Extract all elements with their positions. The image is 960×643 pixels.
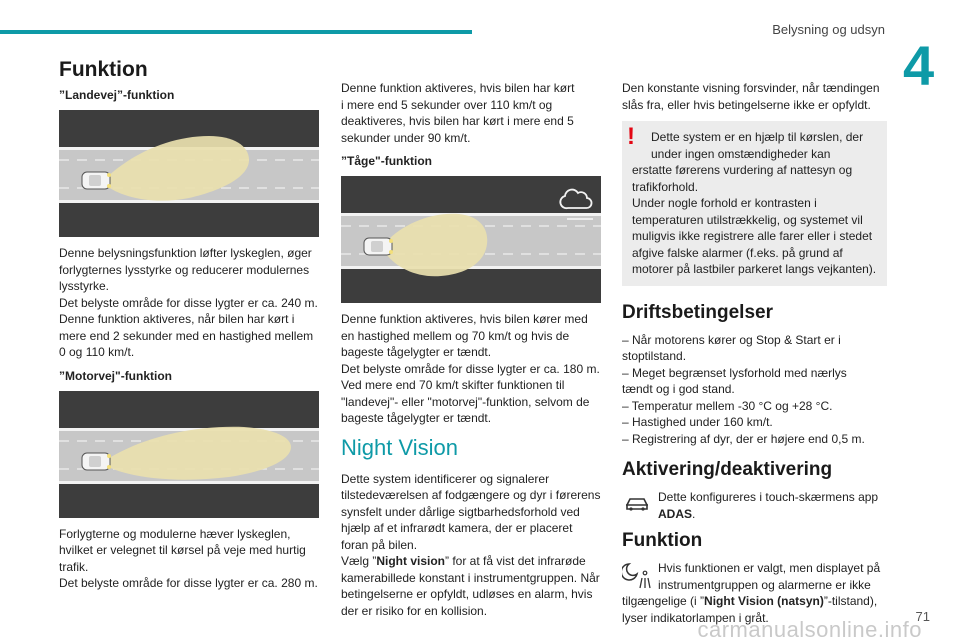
watermark: carmanualsonline.info bbox=[697, 617, 922, 642]
car-icon bbox=[82, 172, 111, 189]
car-icon bbox=[82, 453, 111, 470]
section-heading-function: Funktion bbox=[59, 58, 148, 81]
running-title: Belysning og udsyn bbox=[772, 22, 885, 37]
list-item: – Meget begrænset lysforhold med nærlys bbox=[622, 365, 847, 380]
night-vision-mode-label: Night Vision (natsyn) bbox=[704, 594, 824, 608]
night-vision-text: Dette system identificerer og signalerer tilstedeværelsen af fodgængere og dyr i førerens synsfelt under dårlige sigtbarhedsforhold ved hjælp af et infrarødt kamera, der er placeret foran på bilen. Vælg ”Night vision” for at få vist det infrarøde kamerabillede konstant i instrumentgruppen. Når betingelserne er opfyldt, udløses en alarm, hvis der er risiko for en kollision. bbox=[341, 471, 601, 618]
exclamation-icon: ! bbox=[627, 123, 635, 150]
column-3 bbox=[622, 80, 887, 626]
country-mode-title: ”Landevej”-funktion bbox=[59, 88, 175, 102]
country-mode-illustration bbox=[59, 110, 319, 237]
night-vision-title: Night Vision bbox=[341, 434, 458, 460]
night-vision-label: Night vision bbox=[376, 554, 446, 568]
fog-mode-title: ”Tåge"-funktion bbox=[341, 154, 433, 168]
list-item: – Hastighed under 160 km/t. bbox=[622, 415, 773, 429]
motorway-mode-title: ”Motorvej"-funktion bbox=[59, 368, 173, 383]
fog-mode-text: Denne funktion aktiveres, hvis bilen kører med en hastighed mellem og 70 km/t og hvis de bageste tågelygter er tændt. Det belyste område for disse lygter er ca. 180 m. Ved mere end 70 km/t skifter funktionen til "landevej"- eller "motorvej"-funktion, selvom de bageste tågelygter er tændt. bbox=[341, 312, 600, 425]
list-item: tændt og i god stand. bbox=[622, 382, 735, 396]
car-settings-icon bbox=[622, 489, 652, 519]
warning-note: ! Dette system er en hjælp til kørslen, der under ingen omstændigheder kan erstatte førerens vurdering af nattesyn og trafikforhold. Under nogle forhold er kontrasten i temperaturen utilstrækkelig, og systemet vil muligvis ikke registrere alle farer eller i stedet afgive falske alarmer (f.eks. på grund af motorer på lastbiler parkeret langs vejkanten). bbox=[622, 121, 887, 286]
chapter-number: 4 bbox=[903, 34, 935, 97]
header-rule bbox=[0, 30, 472, 34]
adas-label: ADAS bbox=[658, 506, 693, 521]
page-number: 71 bbox=[915, 609, 930, 624]
motorway-mode-text-continued: Denne funktion aktiveres, hvis bilen har kørt i mere end 5 sekunder over 110 km/t og deaktiveres, hvis bilen har kørt i mere end 5 sekunder under 90 km/t. bbox=[341, 81, 575, 145]
motorway-mode-text: Forlygterne og modulerne hæver lyskeglen, hvilket er velegnet til kørsel på veje med hurtig trafik. Det belyste område for disse lygter er ca. 280 m. bbox=[59, 526, 318, 590]
function-text: Hvis funktionen er valgt, men displayet på instrumentgruppen og alarmerne er ikke tilgængelige (i ”Night Vision (natsyn)”-tilstand), lyser indikatorlampen i gråt. bbox=[622, 561, 881, 625]
motorway-mode-illustration bbox=[59, 391, 319, 518]
operating-conditions-heading: Driftsbetingelser bbox=[622, 301, 773, 323]
country-mode-text: Denne belysningsfunktion løfter lyskeglen, øger forlygternes lysstyrke og reducerer modulernes lysstyrke. Det belyste område for disse lygter er ca. 240 m. Denne funktion aktiveres, når bilen har kørt i mere end 2 sekunder med en hastighed mellem 0 og 110 km/t. bbox=[59, 246, 318, 359]
activation-row: Dette konfigureres i touch-skærmens app ADAS. bbox=[622, 489, 887, 522]
list-item: – Når motorens kører og Stop & Start er i bbox=[622, 332, 841, 347]
night-vision-icon bbox=[622, 560, 652, 590]
activation-heading: Aktivering/deaktivering bbox=[622, 459, 833, 480]
display-text: Den konstante visning forsvinder, når tændingen slås fra, eller hvis betingelserne ikke er opfyldt. bbox=[622, 81, 880, 112]
fog-mode-illustration bbox=[341, 176, 601, 303]
operating-conditions-list bbox=[622, 332, 887, 448]
list-item: – Temperatur mellem -30 °C og +28 °C. bbox=[622, 398, 833, 413]
car-icon bbox=[364, 238, 393, 255]
list-item: – Registrering af dyr, der er højere end 0,5 m. bbox=[622, 431, 865, 446]
column-1 bbox=[59, 58, 324, 600]
column-2 bbox=[341, 80, 606, 627]
list-item: stoptilstand. bbox=[622, 349, 687, 363]
function-heading: Funktion bbox=[622, 530, 703, 551]
